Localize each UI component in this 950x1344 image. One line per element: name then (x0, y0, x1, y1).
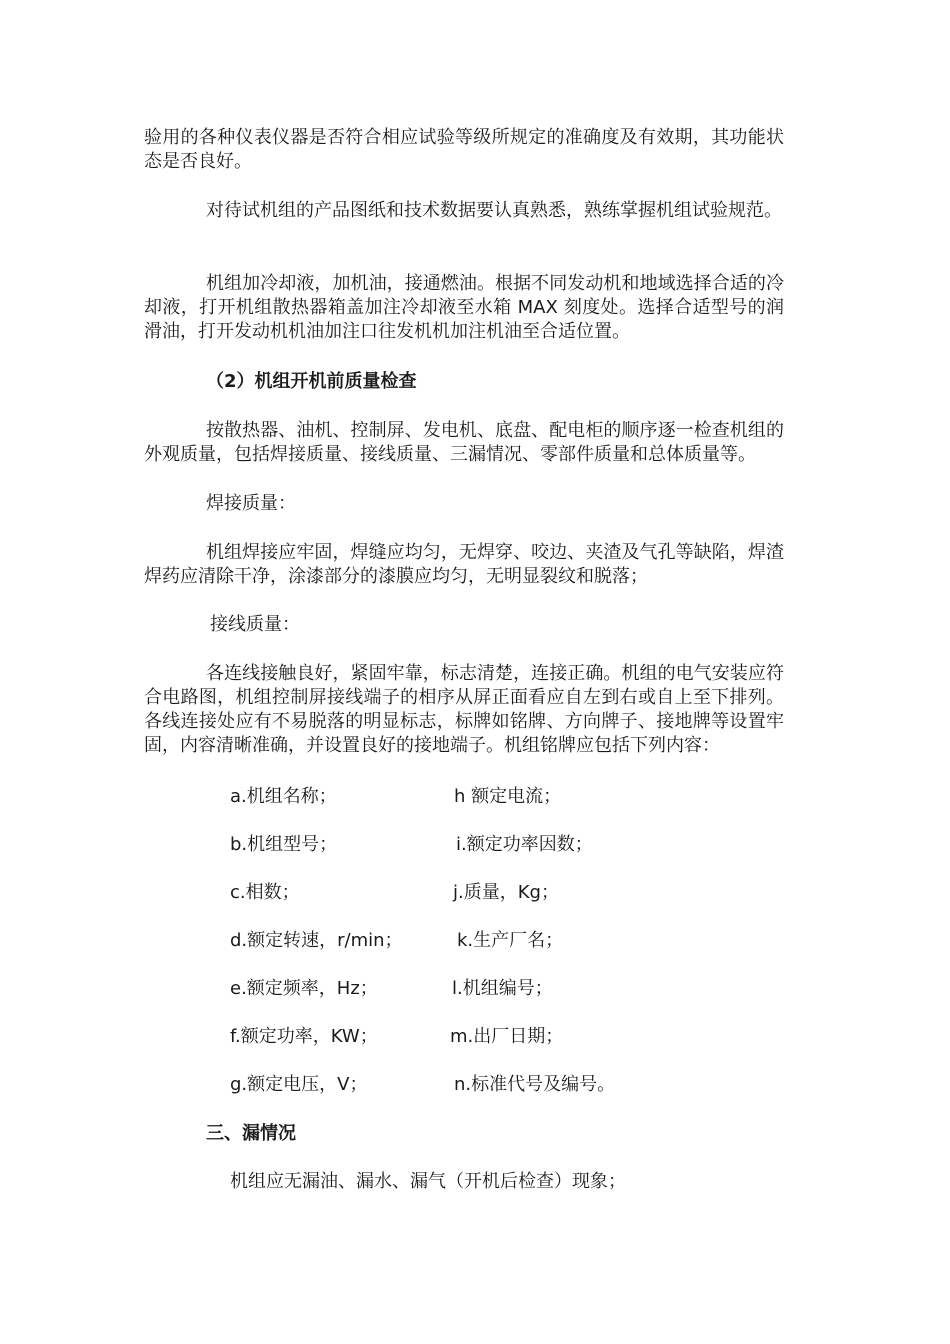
paragraph-coolant-oil: 机组加冷却液，加机油，接通燃油。根据不同发动机和地域选择合适的冷却液，打开机组散热器箱盖加注冷却液至水箱 MAX 刻度处。选择合适型号的润滑油，打开发动机机油加注口往发机机加注机油至合适位置。 (144, 273, 784, 342)
label-wiring-quality: 接线质量： (210, 614, 300, 635)
paragraph-instrument-check: 验用的各种仪表仪器是否符合相应试验等级所规定的准确度及有效期，其功能状态是否良好。 (144, 127, 784, 172)
nameplate-item: c.相数； (230, 882, 300, 903)
nameplate-item: b.机组型号； (230, 834, 338, 855)
nameplate-item: l.机组编号； (452, 978, 553, 999)
nameplate-item: j.质量，Kg； (453, 882, 559, 903)
nameplate-item: n.标准代号及编号。 (454, 1074, 616, 1095)
paragraph-weld-requirements: 机组焊接应牢固，焊缝应均匀，无焊穿、咬边、夹渣及气孔等缺陷，焊渣焊药应清除干净，涂漆部分的漆膜应均匀，无明显裂纹和脱落； (144, 542, 784, 587)
heading-pre-start-check: （2）机组开机前质量检查 (206, 371, 417, 392)
paragraph-inspection-order: 按散热器、油机、控制屏、发电机、底盘、配电柜的顺序逐一检查机组的外观质量，包括焊接质量、接线质量、三漏情况、零部件质量和总体质量等。 (144, 420, 784, 465)
nameplate-item: m.出厂日期； (450, 1026, 564, 1047)
nameplate-item: i.额定功率因数； (456, 834, 593, 855)
nameplate-item: d.额定转速，r/min； (230, 930, 403, 951)
nameplate-item: a.机组名称； (230, 786, 337, 807)
nameplate-item: h 额定电流； (454, 786, 562, 807)
nameplate-item: e.额定频率，Hz； (230, 978, 378, 999)
nameplate-item: f.额定功率，KW； (230, 1026, 378, 1047)
heading-leak-status: 三、漏情况 (206, 1123, 296, 1144)
nameplate-item: g.额定电压，V； (230, 1074, 368, 1095)
paragraph-wiring-requirements: 各连线接触良好，紧固牢靠，标志清楚，连接正确。机组的电气安装应符合电路图，机组控制屏接线端子的相序从屏正面看应自左到右或自上至下排列。各线连接处应有不易脱落的明显标志，标牌如铭牌、方向牌子、接地牌等设置牢固，内容清晰准确，并设置良好的接地端子。机组铭牌应包括下列内容： (144, 663, 784, 756)
nameplate-item: k.生产厂名； (457, 930, 564, 951)
paragraph-no-leaks: 机组应无漏油、漏水、漏气（开机后检查）现象； (230, 1171, 626, 1192)
paragraph-drawings-familiarity: 对待试机组的产品图纸和技术数据要认真熟悉，熟练掌握机组试验规范。 (206, 200, 782, 221)
label-weld-quality: 焊接质量： (206, 493, 296, 514)
